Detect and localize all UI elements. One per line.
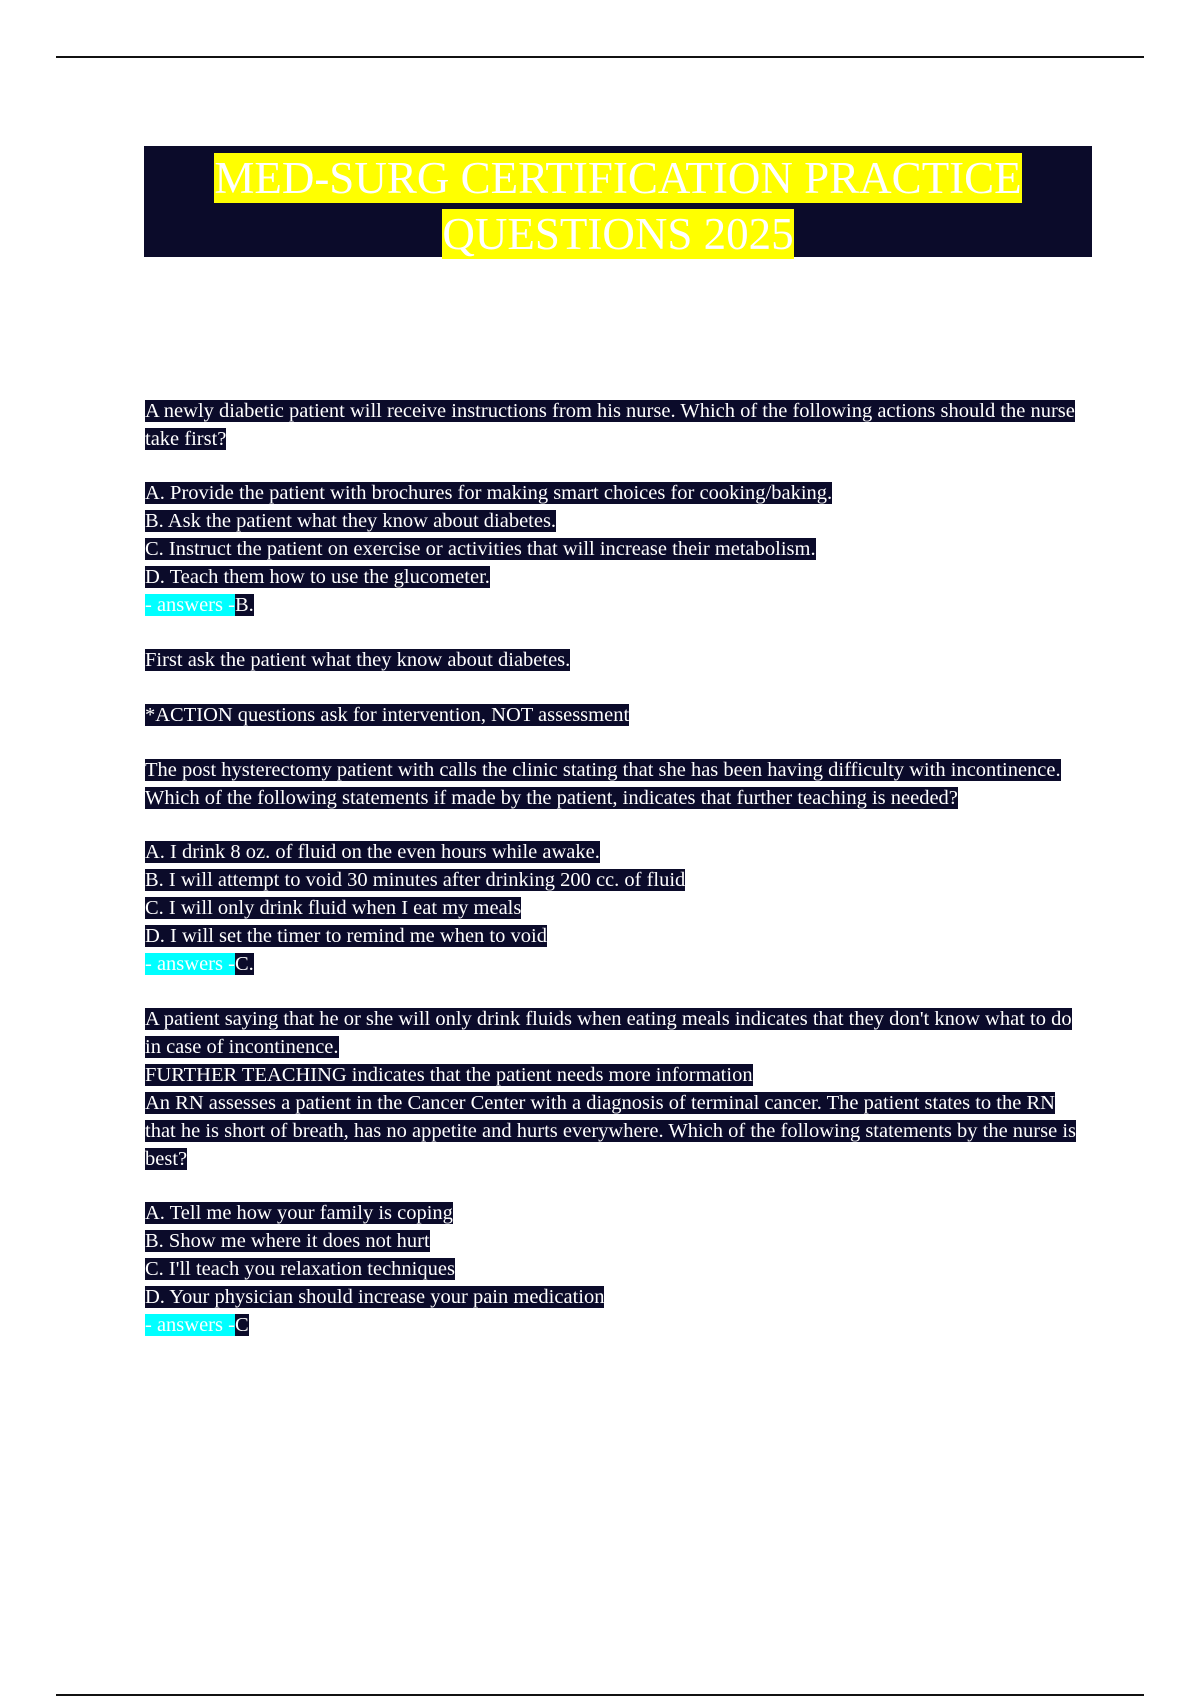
- option: D. Teach them how to use the glucometer.: [145, 566, 490, 588]
- question-3: [145, 1089, 1085, 1173]
- question-2: [145, 756, 1085, 812]
- option: D. Your physician should increase your pain medication: [145, 1286, 605, 1308]
- title-line-1: MED-SURG CERTIFICATION PRACTICE: [214, 153, 1022, 203]
- option: A. Tell me how your family is coping: [145, 1202, 453, 1224]
- question-2-options: [145, 838, 1085, 978]
- rationale: A patient saying that he or she will only drink fluids when eating meals indicates that they don't know what to do in case of incontinence.: [145, 1008, 1072, 1058]
- question-1: [145, 397, 1085, 453]
- title-line-2: QUESTIONS 2025: [442, 209, 794, 259]
- option: D. I will set the timer to remind me when to void: [145, 925, 547, 947]
- top-rule: [56, 56, 1144, 58]
- title-banner: [144, 146, 1092, 257]
- note: FURTHER TEACHING indicates that the patient needs more information: [145, 1064, 753, 1086]
- answer-value: C.: [234, 953, 254, 975]
- option: B. I will attempt to void 30 minutes after drinking 200 cc. of fluid: [145, 869, 686, 891]
- option: C. Instruct the patient on exercise or activities that will increase their metabolism.: [145, 538, 816, 560]
- option: A. I drink 8 oz. of fluid on the even hours while awake.: [145, 841, 600, 863]
- option: B. Ask the patient what they know about diabetes.: [145, 510, 557, 532]
- answer-label: - answers -: [145, 1314, 235, 1336]
- answer-line: [145, 591, 1085, 619]
- bottom-rule: [56, 1694, 1144, 1696]
- answer-line: [145, 1311, 1085, 1339]
- question-3-options: [145, 1199, 1085, 1339]
- option: A. Provide the patient with brochures for making smart choices for cooking/baking.: [145, 482, 833, 504]
- question-1-options: [145, 479, 1085, 619]
- question-text: The post hysterectomy patient with calls the clinic stating that she has been having difficulty with incontinence. Which of the following statements if made by the patient, indicates that further teaching is needed?: [145, 759, 1061, 809]
- rationale: First ask the patient what they know about diabetes.: [145, 649, 571, 671]
- option: C. I'll teach you relaxation techniques: [145, 1258, 455, 1280]
- option: B. Show me where it does not hurt: [145, 1230, 430, 1252]
- answer-value: C: [234, 1314, 249, 1336]
- note: *ACTION questions ask for intervention, NOT assessment: [145, 704, 630, 726]
- option: C. I will only drink fluid when I eat my meals: [145, 897, 522, 919]
- question-text: An RN assesses a patient in the Cancer Center with a diagnosis of terminal cancer. The patient states to the RN that he is short of breath, has no appetite and hurts everywhere. Which of the following statements by the nurse is best?: [145, 1092, 1076, 1170]
- question-text: A newly diabetic patient will receive instructions from his nurse. Which of the following actions should the nurse take first?: [145, 400, 1075, 450]
- document-body: [145, 397, 1085, 1339]
- answer-line: [145, 950, 1085, 978]
- answer-value: B.: [234, 594, 254, 616]
- answer-label: - answers -: [145, 953, 235, 975]
- document-title: [214, 150, 1021, 262]
- answer-label: - answers -: [145, 594, 235, 616]
